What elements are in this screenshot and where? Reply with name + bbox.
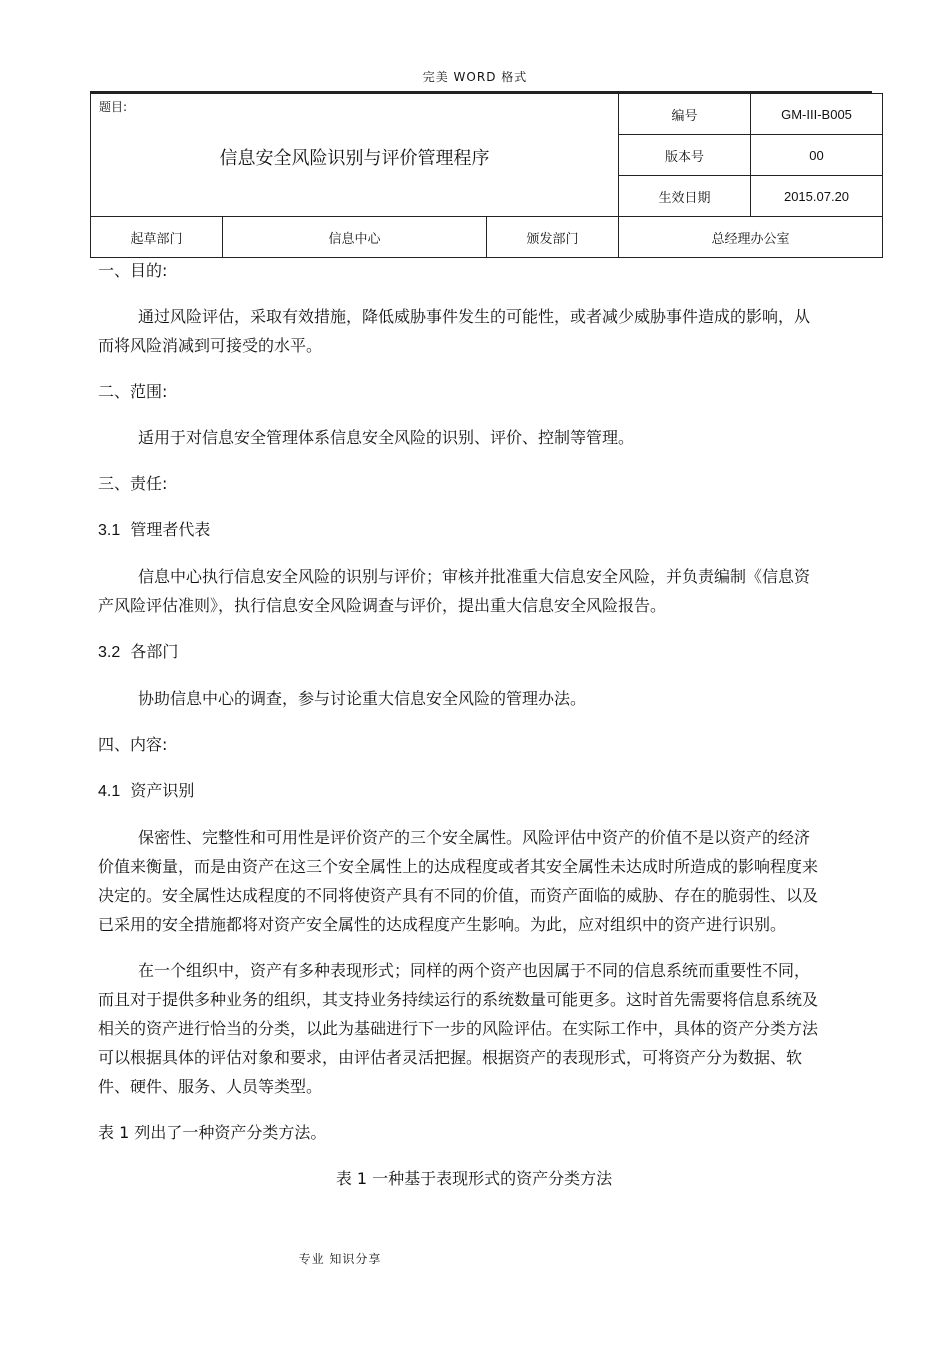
- section-4-heading: 四、内容:: [98, 735, 168, 754]
- section-1-heading: 一、目的:: [98, 261, 168, 280]
- document-title-text: 信息安全风险识别与评价管理程序: [219, 148, 490, 169]
- subsection-3-2-paragraph: 协助信息中心的调查，参与讨论重大信息安全风险的管理办法。: [138, 689, 587, 708]
- subsection-4-1-paragraph-1: 保密性、完整性和可用性是评价资产的三个安全属性。风险评估中资产的价值不是以资产的经济价值来衡量，而是由资产在这三个安全属性上的达成程度或者其安全属性未达成时所造成的影响程度来决定的。安全属性达成程度的不同将使资产具有不同的价值，而资产面临的威胁、存在的脆弱性、以及已采用的安全措施都将对资产安全属性的达成程度产生影响。为此，应对组织中的资产进行识别。: [98, 828, 819, 934]
- section-1-paragraph: 通过风险评估，采取有效措施，降低威胁事件发生的可能性，或者减少威胁事件造成的影响，从而将风险消减到可接受的水平。: [98, 307, 811, 355]
- section-2-paragraph: 适用于对信息安全管理体系信息安全风险的识别、评价、控制等管理。: [138, 428, 635, 447]
- number-value: GM-III-B005: [751, 94, 883, 135]
- subsection-3-1-title: 管理者代表: [130, 520, 211, 539]
- draft-dept-label: 起草部门: [91, 217, 223, 258]
- table-reference: 表 1 列出了一种资产分类方法。: [98, 1123, 327, 1142]
- issue-dept-value: 总经理办公室: [619, 217, 883, 258]
- title-label-text: 题目:: [99, 100, 128, 114]
- subsection-4-1-number: 4.1: [98, 783, 121, 800]
- document-body: [98, 256, 820, 1193]
- subsection-3-2-heading: [98, 637, 820, 667]
- section-2-heading: 二、范围:: [98, 382, 168, 401]
- subsection-4-1-title: 资产识别: [130, 781, 195, 800]
- page-footer: 专业 知识分享: [298, 1252, 382, 1266]
- version-label: 版本号: [619, 135, 751, 176]
- title-block: [91, 94, 619, 217]
- effective-date-value: 2015.07.20: [751, 176, 883, 217]
- subsection-4-1-heading: [98, 776, 820, 806]
- version-value: 00: [751, 135, 883, 176]
- draft-dept-value: 信息中心: [223, 217, 487, 258]
- table-caption: 表 1 一种基于表现形式的资产分类方法: [335, 1169, 613, 1188]
- subsection-3-1-number: 3.1: [98, 522, 121, 539]
- effective-date-label: 生效日期: [619, 176, 751, 217]
- subsection-3-2-title: 各部门: [130, 642, 179, 661]
- document-info-grid: [90, 93, 883, 258]
- subsection-3-2-number: 3.2: [98, 644, 121, 661]
- number-label: 编号: [619, 94, 751, 135]
- page-header: 完美 WORD 格式: [422, 70, 528, 84]
- subsection-3-1-paragraph: 信息中心执行信息安全风险的识别与评价；审核并批准重大信息安全风险，并负责编制《信息资产风险评估准则》，执行信息安全风险调查与评价，提出重大信息安全风险报告。: [98, 567, 811, 615]
- section-3-heading: 三、责任:: [98, 474, 168, 493]
- issue-dept-label: 颁发部门: [487, 217, 619, 258]
- subsection-3-1-heading: [98, 515, 820, 545]
- subsection-4-1-paragraph-2: 在一个组织中，资产有多种表现形式；同样的两个资产也因属于不同的信息系统而重要性不同，而且对于提供多种业务的组织，其支持业务持续运行的系统数量可能更多。这时首先需要将信息系统及相关的资产进行恰当的分类，以此为基础进行下一步的风险评估。在实际工作中，具体的资产分类方法可以根据具体的评估对象和要求，由评估者灵活把握。根据资产的表现形式，可将资产分为数据、软件、硬件、服务、人员等类型。: [98, 961, 819, 1096]
